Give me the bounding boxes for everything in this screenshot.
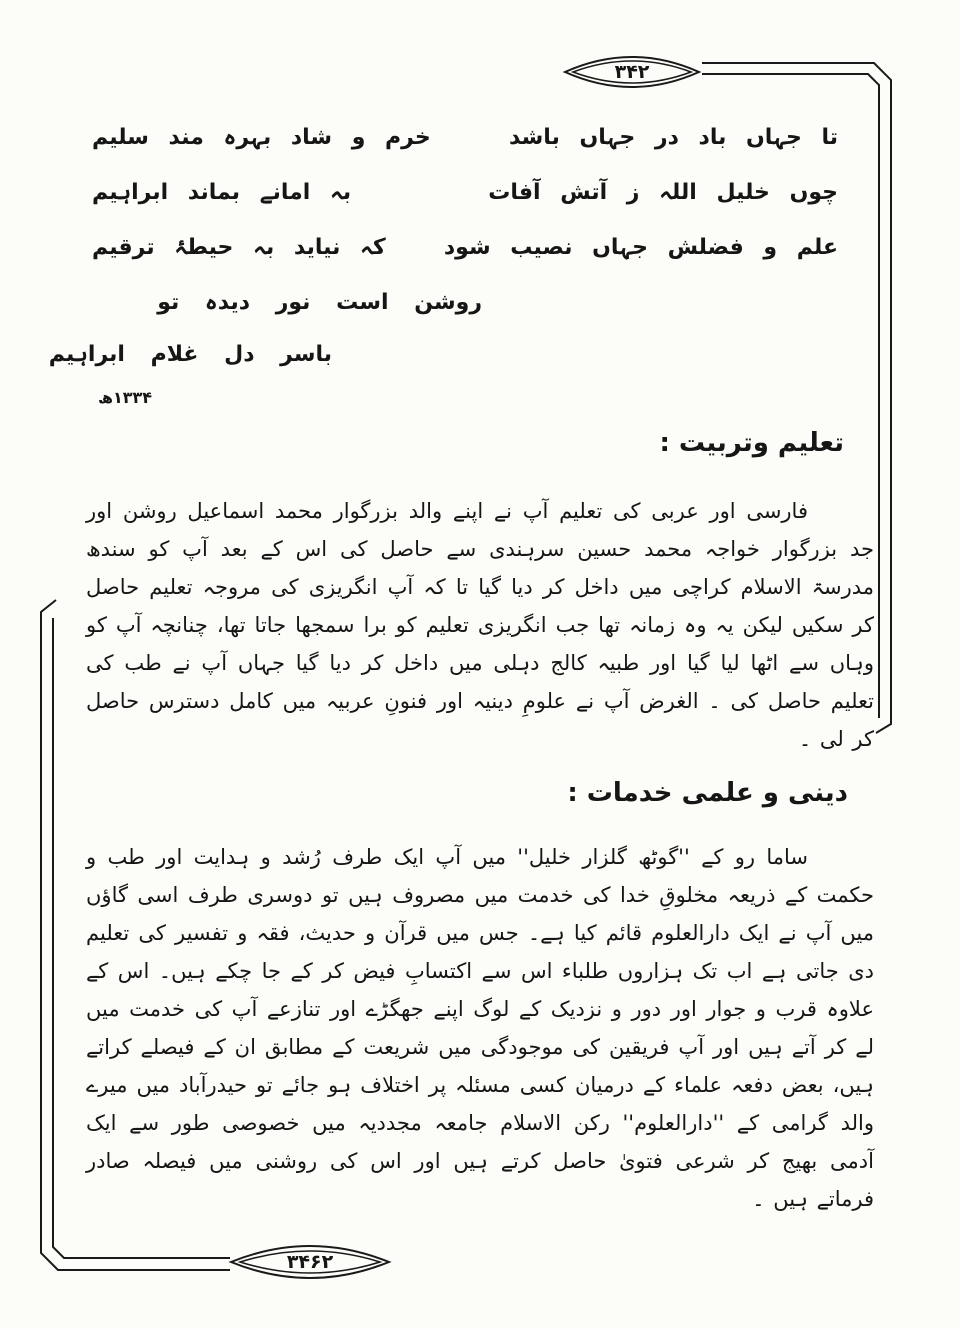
poem-hemistich-second: کہ نیاید بہ حیطۂ ترقیم	[92, 235, 386, 260]
hijri-date: ۱۳۳۴ھ	[97, 388, 152, 407]
poem-closing-line-2: باسر دل غلام ابراہیم	[48, 342, 332, 367]
section-heading-education: تعلیم وتربیت :	[659, 428, 844, 458]
paragraph-education: فارسی اور عربی کی تعلیم آپ نے اپنے والد بزرگوار محمد اسماعیل روشن اور جد بزرگوار خواجہ محمد حسین سرہندی سے حاصل کی اس کے بعد آپ کو سندھ مدرسۃ الاسلام کراچی میں داخل کر دیا گیا تا کہ آپ انگریزی کی مروجہ تعلیم حاصل کر سکیں لیکن یہ وہ زمانہ تھا جب انگریزی تعلیم کو برا سمجھا جاتا تھا، چنانچہ آپ کو وہاں سے اٹھا لیا گیا اور طبیہ کالج دہلی میں داخل کر دیا گیا جہاں آپ نے طب کی تعلیم حاصل کی ۔ الغرض آپ نے علومِ دینیہ اور فنونِ عربیہ میں کامل دسترس حاصل کر لی ۔	[86, 499, 874, 751]
page-number-bottom: ۳۴۶۲	[286, 1251, 334, 1273]
poem-hemistich-second: خرم و شاد بہرہ مند سلیم	[92, 125, 431, 150]
poem-couplet	[92, 110, 838, 165]
poem-block	[92, 110, 838, 275]
page-number-cartouche-top	[562, 52, 702, 92]
poem-couplet	[92, 165, 838, 220]
poem-hemistich-first: چوں خلیل اللہ ز آتش آفات	[488, 180, 838, 205]
poem-couplet	[92, 220, 838, 275]
poem-hemistich-second: بہ امانے بماند ابراہیم	[92, 180, 352, 205]
page-number-cartouche-bottom	[228, 1240, 392, 1284]
paragraph-services: ساما رو کے ''گوٹھ گلزار خلیل'' میں آپ ایک طرف رُشد و ہدایت اور طب و حکمت کے ذریعہ مخلوقِ خدا کی خدمت میں مصروف ہیں تو دوسری طرف اسی گاؤں میں آپ نے ایک دارالعلوم قائم کیا ہے۔ جس میں قرآن و حدیث، فقہ و تفسیر کی تعلیم دی جاتی ہے اب تک ہزاروں طلباء اس سے اکتسابِ فیض کر کے جا چکے ہیں۔ اس کے علاوہ قرب و جوار اور دور و نزدیک کے لوگ اپنے جھگڑے اور تنازعے آپ کی خدمت میں لے کر آتے ہیں اور آپ فریقین کی موجودگی میں شریعت کے مطابق ان کے فیصلے کراتے ہیں، بعض دفعہ علماء کے درمیان کسی مسئلہ پر اختلاف ہو جائے تو حیدرآباد میں میرے والد گرامی کے ''دارالعلوم'' رکن الاسلام جامعہ مجددیہ میں خصوصی طور سے ایک آدمی بھیج کر شرعی فتویٰ حاصل کرتے ہیں اور اس کی روشنی میں فیصلہ صادر فرماتے ہیں ۔	[86, 845, 874, 1211]
section-heading-services: دینی و علمی خدمات :	[567, 778, 848, 808]
poem-hemistich-first: علم و فضلش جہاں نصیب شود	[443, 235, 838, 260]
poem-closing-line-1: روشن است نور دیدہ تو	[157, 290, 482, 315]
poem-hemistich-first: تا جہاں باد در جہاں باشد	[508, 125, 838, 150]
page-number-top: ۳۴۲	[614, 61, 650, 83]
